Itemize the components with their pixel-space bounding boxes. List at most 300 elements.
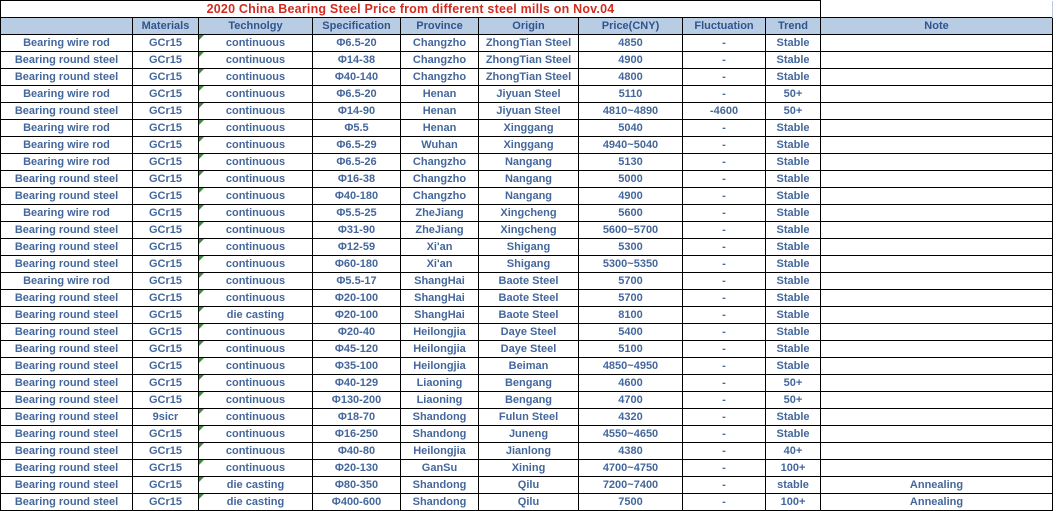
cell-fluctuation[interactable]: - xyxy=(683,290,766,307)
cell-price[interactable]: 7500 xyxy=(579,494,683,511)
cell-fluctuation[interactable]: - xyxy=(683,324,766,341)
cell-province[interactable]: Changzho xyxy=(401,154,479,171)
cell-materials[interactable]: GCr15 xyxy=(133,273,199,290)
cell-province[interactable]: ZheJiang xyxy=(401,205,479,222)
column-header-fluctuation[interactable]: Fluctuation xyxy=(683,18,766,35)
cell-specification[interactable]: Φ400-600 xyxy=(313,494,401,511)
cell-province[interactable]: Changzho xyxy=(401,188,479,205)
cell-fluctuation[interactable]: - xyxy=(683,256,766,273)
cell-price[interactable]: 5700 xyxy=(579,273,683,290)
cell-note[interactable] xyxy=(821,171,1053,188)
cell-fluctuation[interactable]: - xyxy=(683,426,766,443)
cell-product[interactable]: Bearing wire rod xyxy=(1,120,133,137)
cell-price[interactable]: 5110 xyxy=(579,86,683,103)
cell-province[interactable]: Shandong xyxy=(401,409,479,426)
cell-specification[interactable]: Φ130-200 xyxy=(313,392,401,409)
cell-origin[interactable]: Baote Steel xyxy=(479,307,579,324)
cell-fluctuation[interactable]: - xyxy=(683,205,766,222)
cell-origin[interactable]: Baote Steel xyxy=(479,290,579,307)
cell-trend[interactable]: Stable xyxy=(766,409,821,426)
cell-technology[interactable]: die casting xyxy=(199,477,313,494)
column-header-origin[interactable]: Origin xyxy=(479,18,579,35)
cell-province[interactable]: Henan xyxy=(401,103,479,120)
cell-note[interactable] xyxy=(821,120,1053,137)
cell-fluctuation[interactable]: - xyxy=(683,341,766,358)
cell-price[interactable]: 5040 xyxy=(579,120,683,137)
error-flag-icon xyxy=(199,86,204,91)
cell-note[interactable] xyxy=(821,86,1053,103)
cell-province[interactable]: Xi'an xyxy=(401,256,479,273)
cell-materials[interactable]: GCr15 xyxy=(133,443,199,460)
cell-technology[interactable]: continuous xyxy=(199,341,313,358)
cell-fluctuation[interactable]: - xyxy=(683,222,766,239)
cell-fluctuation[interactable]: - xyxy=(683,494,766,511)
cell-fluctuation[interactable]: - xyxy=(683,392,766,409)
cell-specification[interactable]: Φ80-350 xyxy=(313,477,401,494)
cell-trend[interactable]: Stable xyxy=(766,307,821,324)
cell-price[interactable]: 5300 xyxy=(579,239,683,256)
cell-materials[interactable]: GCr15 xyxy=(133,307,199,324)
cell-trend[interactable]: Stable xyxy=(766,69,821,86)
cell-province[interactable]: Liaoning xyxy=(401,375,479,392)
cell-fluctuation[interactable]: - xyxy=(683,188,766,205)
cell-province[interactable]: Changzho xyxy=(401,171,479,188)
cell-fluctuation[interactable]: - xyxy=(683,477,766,494)
cell-fluctuation[interactable]: - xyxy=(683,171,766,188)
cell-materials[interactable]: GCr15 xyxy=(133,375,199,392)
table-title[interactable]: 2020 China Bearing Steel Price from different steel mills on Nov.04 xyxy=(1,1,821,18)
cell-price[interactable]: 5130 xyxy=(579,154,683,171)
cell-province[interactable]: ZheJiang xyxy=(401,222,479,239)
cell-trend[interactable]: 50+ xyxy=(766,375,821,392)
column-header-materials[interactable]: Materials xyxy=(133,18,199,35)
cell-price[interactable]: 4800 xyxy=(579,69,683,86)
cell-trend[interactable]: Stable xyxy=(766,341,821,358)
cell-origin[interactable]: Xingcheng xyxy=(479,205,579,222)
cell-materials[interactable]: GCr15 xyxy=(133,171,199,188)
cell-materials[interactable]: GCr15 xyxy=(133,103,199,120)
cell-province[interactable]: ShangHai xyxy=(401,307,479,324)
cell-fluctuation[interactable]: - xyxy=(683,460,766,477)
cell-specification[interactable]: Φ20-130 xyxy=(313,460,401,477)
cell-product[interactable]: Bearing wire rod xyxy=(1,137,133,154)
cell-trend[interactable]: Stable xyxy=(766,358,821,375)
cell-province[interactable]: Shandong xyxy=(401,494,479,511)
cell-materials[interactable]: GCr15 xyxy=(133,290,199,307)
cell-trend[interactable]: Stable xyxy=(766,273,821,290)
cell-note[interactable] xyxy=(821,188,1053,205)
cell-province[interactable]: Shandong xyxy=(401,426,479,443)
cell-specification[interactable]: Φ6.5-26 xyxy=(313,154,401,171)
cell-origin[interactable]: ZhongTian Steel xyxy=(479,52,579,69)
cell-origin[interactable]: Shigang xyxy=(479,256,579,273)
cell-trend[interactable]: Stable xyxy=(766,324,821,341)
cell-specification[interactable]: Φ60-180 xyxy=(313,256,401,273)
cell-materials[interactable]: GCr15 xyxy=(133,86,199,103)
cell-origin[interactable]: Xining xyxy=(479,460,579,477)
cell-trend[interactable]: Stable xyxy=(766,222,821,239)
cell-origin[interactable]: Juneng xyxy=(479,426,579,443)
cell-price[interactable]: 4600 xyxy=(579,375,683,392)
cell-fluctuation[interactable]: - xyxy=(683,375,766,392)
table-row xyxy=(1,188,1053,205)
column-header-specification[interactable]: Specification xyxy=(313,18,401,35)
cell-specification[interactable]: Φ12-59 xyxy=(313,239,401,256)
cell-materials[interactable]: GCr15 xyxy=(133,137,199,154)
cell-materials[interactable]: GCr15 xyxy=(133,426,199,443)
cell-province[interactable]: Shandong xyxy=(401,477,479,494)
cell-materials[interactable]: GCr15 xyxy=(133,324,199,341)
cell-product[interactable]: Bearing round steel xyxy=(1,239,133,256)
cell-technology[interactable]: continuous xyxy=(199,290,313,307)
cell-price[interactable]: 5600 xyxy=(579,205,683,222)
cell-fluctuation[interactable]: - xyxy=(683,307,766,324)
cell-origin[interactable]: Qilu xyxy=(479,477,579,494)
cell-technology[interactable]: continuous xyxy=(199,392,313,409)
cell-specification[interactable]: Φ40-140 xyxy=(313,69,401,86)
cell-technology[interactable]: continuous xyxy=(199,137,313,154)
cell-technology[interactable]: die casting xyxy=(199,494,313,511)
cell-materials[interactable]: GCr15 xyxy=(133,494,199,511)
cell-origin[interactable]: Xingcheng xyxy=(479,222,579,239)
cell-specification[interactable]: Φ40-80 xyxy=(313,443,401,460)
cell-product[interactable]: Bearing round steel xyxy=(1,443,133,460)
column-header-product[interactable] xyxy=(1,18,133,35)
cell-fluctuation[interactable]: - xyxy=(683,86,766,103)
cell-specification[interactable]: Φ40-180 xyxy=(313,188,401,205)
cell-specification[interactable]: Φ45-120 xyxy=(313,341,401,358)
cell-origin[interactable]: Nangang xyxy=(479,188,579,205)
cell-technology[interactable]: continuous xyxy=(199,86,313,103)
cell-technology[interactable]: die casting xyxy=(199,307,313,324)
cell-province[interactable]: Changzho xyxy=(401,35,479,52)
cell-trend[interactable]: Stable xyxy=(766,188,821,205)
cell-product[interactable]: Bearing wire rod xyxy=(1,273,133,290)
cell-product[interactable]: Bearing round steel xyxy=(1,392,133,409)
cell-trend[interactable]: Stable xyxy=(766,239,821,256)
cell-province[interactable]: Heilongjia xyxy=(401,324,479,341)
cell-specification[interactable]: Φ5.5-25 xyxy=(313,205,401,222)
cell-note[interactable] xyxy=(821,341,1053,358)
cell-price[interactable]: 8100 xyxy=(579,307,683,324)
cell-price[interactable]: 4810~4890 xyxy=(579,103,683,120)
cell-province[interactable]: Changzho xyxy=(401,52,479,69)
column-header-price[interactable]: Price(CNY) xyxy=(579,18,683,35)
cell-price[interactable]: 4900 xyxy=(579,52,683,69)
cell-materials[interactable]: GCr15 xyxy=(133,392,199,409)
cell-technology[interactable]: continuous xyxy=(199,120,313,137)
cell-trend[interactable]: Stable xyxy=(766,154,821,171)
cell-product[interactable]: Bearing round steel xyxy=(1,256,133,273)
cell-origin[interactable]: Daye Steel xyxy=(479,324,579,341)
cell-province[interactable]: Henan xyxy=(401,120,479,137)
cell-product[interactable]: Bearing round steel xyxy=(1,307,133,324)
cell-product[interactable]: Bearing wire rod xyxy=(1,35,133,52)
cell-product[interactable]: Bearing round steel xyxy=(1,188,133,205)
cell-origin[interactable]: Jiyuan Steel xyxy=(479,103,579,120)
cell-price[interactable]: 4940~5040 xyxy=(579,137,683,154)
cell-price[interactable]: 4700 xyxy=(579,392,683,409)
cell-note[interactable] xyxy=(821,273,1053,290)
cell-trend[interactable]: 50+ xyxy=(766,392,821,409)
cell-materials[interactable]: GCr15 xyxy=(133,341,199,358)
cell-province[interactable]: Xi'an xyxy=(401,239,479,256)
cell-price[interactable]: 4550~4650 xyxy=(579,426,683,443)
cell-specification[interactable]: Φ14-90 xyxy=(313,103,401,120)
cell-note[interactable] xyxy=(821,256,1053,273)
cell-trend[interactable]: Stable xyxy=(766,426,821,443)
cell-origin[interactable]: Beiman xyxy=(479,358,579,375)
cell-province[interactable]: GanSu xyxy=(401,460,479,477)
cell-product[interactable]: Bearing round steel xyxy=(1,52,133,69)
table-row xyxy=(1,154,1053,171)
cell-province[interactable]: Wuhan xyxy=(401,137,479,154)
cell-note[interactable] xyxy=(821,358,1053,375)
cell-fluctuation[interactable]: - xyxy=(683,137,766,154)
cell-specification[interactable]: Φ20-100 xyxy=(313,290,401,307)
cell-technology[interactable]: continuous xyxy=(199,443,313,460)
cell-origin[interactable]: Nangang xyxy=(479,171,579,188)
cell-product[interactable]: Bearing round steel xyxy=(1,460,133,477)
cell-technology[interactable]: continuous xyxy=(199,358,313,375)
error-flag-icon xyxy=(199,205,204,210)
cell-technology[interactable]: continuous xyxy=(199,409,313,426)
cell-technology[interactable]: continuous xyxy=(199,256,313,273)
cell-note[interactable] xyxy=(821,307,1053,324)
cell-product[interactable]: Bearing round steel xyxy=(1,324,133,341)
cell-price[interactable]: 5100 xyxy=(579,341,683,358)
cell-materials[interactable]: GCr15 xyxy=(133,239,199,256)
cell-trend[interactable]: Stable xyxy=(766,171,821,188)
cell-technology[interactable]: continuous xyxy=(199,188,313,205)
cell-note[interactable] xyxy=(821,324,1053,341)
cell-materials[interactable]: 9sicr xyxy=(133,409,199,426)
cell-origin[interactable]: Shigang xyxy=(479,239,579,256)
cell-trend[interactable]: Stable xyxy=(766,205,821,222)
cell-specification[interactable]: Φ16-250 xyxy=(313,426,401,443)
column-header-province[interactable]: Province xyxy=(401,18,479,35)
cell-origin[interactable]: Xinggang xyxy=(479,120,579,137)
cell-product[interactable]: Bearing round steel xyxy=(1,222,133,239)
cell-specification[interactable]: Φ6.5-29 xyxy=(313,137,401,154)
cell-note[interactable] xyxy=(821,69,1053,86)
cell-specification[interactable]: Φ5.5 xyxy=(313,120,401,137)
cell-trend[interactable]: stable xyxy=(766,477,821,494)
cell-product[interactable]: Bearing round steel xyxy=(1,103,133,120)
cell-note[interactable] xyxy=(821,154,1053,171)
cell-origin[interactable]: Fulun Steel xyxy=(479,409,579,426)
cell-materials[interactable]: GCr15 xyxy=(133,460,199,477)
cell-fluctuation[interactable]: - xyxy=(683,120,766,137)
cell-specification[interactable]: Φ5.5-17 xyxy=(313,273,401,290)
cell-product[interactable]: Bearing round steel xyxy=(1,477,133,494)
cell-fluctuation[interactable]: - xyxy=(683,273,766,290)
cell-origin[interactable]: Jianlong xyxy=(479,443,579,460)
cell-price[interactable]: 4700~4750 xyxy=(579,460,683,477)
cell-origin[interactable]: Baote Steel xyxy=(479,273,579,290)
cell-technology[interactable]: continuous xyxy=(199,273,313,290)
cell-origin[interactable]: ZhongTian Steel xyxy=(479,69,579,86)
column-header-note[interactable]: Note xyxy=(821,18,1053,35)
cell-note[interactable]: Annealing xyxy=(821,477,1053,494)
column-header-technology[interactable]: Technolgy xyxy=(199,18,313,35)
cell-specification[interactable]: Φ6.5-20 xyxy=(313,35,401,52)
column-header-trend[interactable]: Trend xyxy=(766,18,821,35)
cell-materials[interactable]: GCr15 xyxy=(133,69,199,86)
cell-province[interactable]: Heilongjia xyxy=(401,358,479,375)
cell-product[interactable]: Bearing wire rod xyxy=(1,154,133,171)
cell-note[interactable] xyxy=(821,375,1053,392)
cell-origin[interactable]: Bengang xyxy=(479,375,579,392)
cell-origin[interactable]: Jiyuan Steel xyxy=(479,86,579,103)
cell-product[interactable]: Bearing round steel xyxy=(1,341,133,358)
cell-trend[interactable]: 100+ xyxy=(766,494,821,511)
cell-specification[interactable]: Φ20-100 xyxy=(313,307,401,324)
cell-province[interactable]: Henan xyxy=(401,86,479,103)
cell-materials[interactable]: GCr15 xyxy=(133,205,199,222)
cell-trend[interactable]: 40+ xyxy=(766,443,821,460)
cell-materials[interactable]: GCr15 xyxy=(133,35,199,52)
cell-origin[interactable]: Xinggang xyxy=(479,137,579,154)
cell-note[interactable] xyxy=(821,205,1053,222)
cell-trend[interactable]: 50+ xyxy=(766,86,821,103)
cell-note[interactable] xyxy=(821,239,1053,256)
cell-technology[interactable]: continuous xyxy=(199,205,313,222)
cell-materials[interactable]: GCr15 xyxy=(133,222,199,239)
cell-note[interactable] xyxy=(821,392,1053,409)
cell-origin[interactable]: Bengang xyxy=(479,392,579,409)
cell-technology[interactable]: continuous xyxy=(199,154,313,171)
cell-note[interactable] xyxy=(821,103,1053,120)
cell-technology[interactable]: continuous xyxy=(199,426,313,443)
cell-fluctuation[interactable]: - xyxy=(683,35,766,52)
cell-origin[interactable]: ZhongTian Steel xyxy=(479,35,579,52)
cell-price[interactable]: 5700 xyxy=(579,290,683,307)
cell-note[interactable] xyxy=(821,222,1053,239)
cell-note[interactable] xyxy=(821,52,1053,69)
cell-province[interactable]: Heilongjia xyxy=(401,443,479,460)
cell-fluctuation[interactable]: -4600 xyxy=(683,103,766,120)
cell-note[interactable] xyxy=(821,426,1053,443)
cell-technology[interactable]: continuous xyxy=(199,239,313,256)
cell-note[interactable] xyxy=(821,409,1053,426)
cell-province[interactable]: Heilongjia xyxy=(401,341,479,358)
table-row xyxy=(1,460,1053,477)
cell-trend[interactable]: 50+ xyxy=(766,103,821,120)
cell-province[interactable]: ShangHai xyxy=(401,273,479,290)
cell-technology[interactable]: continuous xyxy=(199,375,313,392)
cell-origin[interactable]: Nangang xyxy=(479,154,579,171)
cell-product[interactable]: Bearing round steel xyxy=(1,409,133,426)
cell-technology[interactable]: continuous xyxy=(199,460,313,477)
cell-province[interactable]: Liaoning xyxy=(401,392,479,409)
error-flag-icon xyxy=(199,307,204,312)
cell-trend[interactable]: Stable xyxy=(766,256,821,273)
cell-note[interactable] xyxy=(821,290,1053,307)
cell-technology[interactable]: continuous xyxy=(199,52,313,69)
cell-specification[interactable]: Φ14-38 xyxy=(313,52,401,69)
cell-fluctuation[interactable]: - xyxy=(683,409,766,426)
cell-price[interactable]: 5300~5350 xyxy=(579,256,683,273)
cell-specification[interactable]: Φ40-129 xyxy=(313,375,401,392)
cell-product[interactable]: Bearing wire rod xyxy=(1,205,133,222)
cell-technology[interactable]: continuous xyxy=(199,35,313,52)
cell-price[interactable]: 4380 xyxy=(579,443,683,460)
cell-materials[interactable]: GCr15 xyxy=(133,256,199,273)
cell-product[interactable]: Bearing round steel xyxy=(1,426,133,443)
cell-product[interactable]: Bearing round steel xyxy=(1,171,133,188)
cell-product[interactable]: Bearing round steel xyxy=(1,290,133,307)
cell-technology[interactable]: continuous xyxy=(199,103,313,120)
cell-materials[interactable]: GCr15 xyxy=(133,358,199,375)
cell-product[interactable]: Bearing round steel xyxy=(1,375,133,392)
cell-materials[interactable]: GCr15 xyxy=(133,188,199,205)
cell-note[interactable] xyxy=(821,137,1053,154)
cell-fluctuation[interactable]: - xyxy=(683,52,766,69)
cell-specification[interactable]: Φ6.5-20 xyxy=(313,86,401,103)
cell-fluctuation[interactable]: - xyxy=(683,69,766,86)
cell-origin[interactable]: Qilu xyxy=(479,494,579,511)
cell-note[interactable] xyxy=(821,460,1053,477)
cell-origin[interactable]: Daye Steel xyxy=(479,341,579,358)
cell-product[interactable]: Bearing round steel xyxy=(1,358,133,375)
table-row xyxy=(1,392,1053,409)
cell-trend[interactable]: Stable xyxy=(766,52,821,69)
cell-product[interactable]: Bearing round steel xyxy=(1,494,133,511)
cell-price[interactable]: 4850~4950 xyxy=(579,358,683,375)
cell-note[interactable]: Annealing xyxy=(821,494,1053,511)
cell-product[interactable]: Bearing wire rod xyxy=(1,86,133,103)
cell-materials[interactable]: GCr15 xyxy=(133,120,199,137)
cell-specification[interactable]: Φ20-40 xyxy=(313,324,401,341)
cell-trend[interactable]: 100+ xyxy=(766,460,821,477)
cell-price[interactable]: 5600~5700 xyxy=(579,222,683,239)
table-row xyxy=(1,426,1053,443)
cell-technology[interactable]: continuous xyxy=(199,222,313,239)
cell-specification[interactable]: Φ35-100 xyxy=(313,358,401,375)
cell-trend[interactable]: Stable xyxy=(766,137,821,154)
cell-technology[interactable]: continuous xyxy=(199,69,313,86)
cell-price[interactable]: 7200~7400 xyxy=(579,477,683,494)
cell-price[interactable]: 4320 xyxy=(579,409,683,426)
cell-specification[interactable]: Φ18-70 xyxy=(313,409,401,426)
cell-fluctuation[interactable]: - xyxy=(683,154,766,171)
table-row xyxy=(1,137,1053,154)
cell-price[interactable]: 4900 xyxy=(579,188,683,205)
cell-materials[interactable]: GCr15 xyxy=(133,154,199,171)
cell-materials[interactable]: GCr15 xyxy=(133,52,199,69)
cell-fluctuation[interactable]: - xyxy=(683,239,766,256)
cell-price[interactable]: 5000 xyxy=(579,171,683,188)
cell-product[interactable]: Bearing round steel xyxy=(1,69,133,86)
cell-note[interactable] xyxy=(821,443,1053,460)
cell-province[interactable]: ShangHai xyxy=(401,290,479,307)
cell-price[interactable]: 4850 xyxy=(579,35,683,52)
cell-trend[interactable]: Stable xyxy=(766,35,821,52)
cell-price[interactable]: 5400 xyxy=(579,324,683,341)
cell-trend[interactable]: Stable xyxy=(766,290,821,307)
cell-specification[interactable]: Φ31-90 xyxy=(313,222,401,239)
cell-note[interactable] xyxy=(821,35,1053,52)
cell-technology[interactable]: continuous xyxy=(199,324,313,341)
cell-specification[interactable]: Φ16-38 xyxy=(313,171,401,188)
cell-fluctuation[interactable]: - xyxy=(683,358,766,375)
cell-province[interactable]: Changzho xyxy=(401,69,479,86)
cell-trend[interactable]: Stable xyxy=(766,120,821,137)
cell-materials[interactable]: GCr15 xyxy=(133,477,199,494)
cell-fluctuation[interactable]: - xyxy=(683,443,766,460)
cell-technology[interactable]: continuous xyxy=(199,171,313,188)
